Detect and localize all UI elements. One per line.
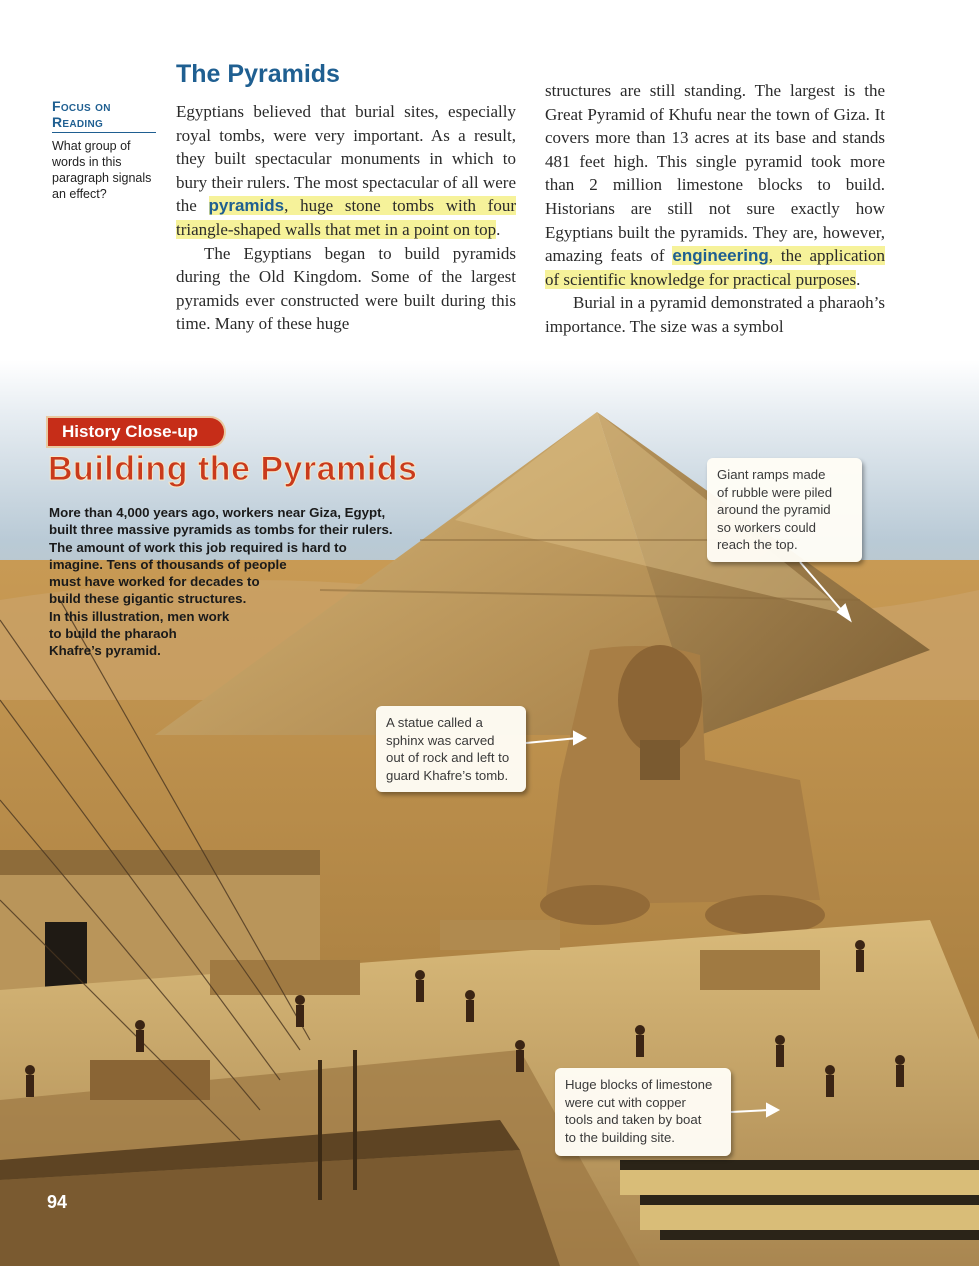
- callout-line: reach the top.: [717, 537, 798, 553]
- paragraph: The Egyptians began to build pyramids during the Old Kingdom. Some of the largest pyramids ever constructed were built during this time. Many of these huge: [176, 243, 516, 334]
- intro-line: The amount of work this job required is hard to: [49, 539, 347, 555]
- callout-line: so workers could: [717, 519, 816, 535]
- callout-line: around the pyramid: [717, 502, 831, 518]
- focus-title-line-1: Focus on: [52, 98, 111, 114]
- key-term-pyramids: pyramids: [208, 196, 285, 216]
- intro-line: imagine. Tens of thousands of people: [49, 556, 287, 572]
- intro-line: must have worked for decades to: [49, 574, 260, 590]
- text-column-right: [545, 79, 885, 339]
- section-heading: The Pyramids: [176, 60, 340, 88]
- intro-line: More than 4,000 years ago, workers near Giza, Egypt,: [49, 505, 386, 520]
- callout-line: A statue called a: [386, 715, 483, 730]
- callout-line: to the building site.: [565, 1129, 675, 1145]
- callout-line: tools and taken by boat: [565, 1112, 702, 1128]
- callout-line: Huge blocks of limestone: [565, 1077, 713, 1092]
- intro-line: built three massive pyramids as tombs for their rulers.: [49, 522, 393, 538]
- intro-line: build these gigantic structures.: [49, 591, 247, 607]
- definition-text: , the application of scientific knowledge for practical purposes: [545, 246, 885, 289]
- paragraph-text: structures are still standing. The largest is the Great Pyramid of Khufu near the town of Giza. It covers more than 13 acres at its base and stands 481 feet high. This single pyramid took more than 2 million limestone blocks to build. Historians are still not sure exactly how Egyptians built the pyramids. They are, however, amazing feats of: [545, 81, 885, 266]
- text-column-left: [176, 100, 516, 336]
- callout-line: were cut with copper: [565, 1094, 686, 1110]
- definition-text: , huge stone tombs with four triangle-shaped walls that met in a point on top: [176, 196, 516, 239]
- callout-line: guard Khafre’s tomb.: [386, 767, 509, 783]
- intro-line: to build the pharaoh: [49, 626, 177, 642]
- highlighted-definition: [176, 196, 516, 239]
- sidebar-divider: [52, 132, 156, 133]
- callout-line: sphinx was carved: [386, 732, 495, 748]
- callout-limestone: [555, 1068, 731, 1156]
- paragraph: [176, 100, 516, 242]
- paragraph-end: .: [856, 269, 861, 289]
- paragraph: Burial in a pyramid demonstrated a pharaoh’s importance. The size was a symbol: [545, 293, 885, 336]
- paragraph: [545, 79, 885, 291]
- callout-ramps: [707, 458, 862, 562]
- paragraph-text: Egyptians believed that burial sites, especially royal tombs, were very important. As a result, they built spectacular monuments in which to bury their rulers. The most spectacular of all were the: [176, 102, 516, 216]
- callout-line: of rubble were piled: [717, 484, 833, 500]
- callout-sphinx: [376, 706, 526, 792]
- feature-title: Building the Pyramids: [48, 450, 418, 488]
- paragraph-end: .: [496, 219, 501, 239]
- intro-line: Khafre’s pyramid.: [49, 643, 161, 659]
- question-line: an effect?: [52, 187, 107, 201]
- history-close-up-badge: History Close-up: [48, 418, 224, 446]
- question-line: What group of: [52, 139, 131, 153]
- intro-line: In this illustration, men work: [49, 608, 230, 624]
- callout-line: out of rock and left to: [386, 750, 510, 766]
- question-line: paragraph signals: [52, 171, 152, 185]
- key-term-engineering: engineering: [672, 246, 769, 266]
- focus-title-line-2: Reading: [52, 114, 104, 130]
- feature-intro: [49, 504, 424, 660]
- focus-on-reading-question: [52, 138, 164, 202]
- question-line: words in this: [52, 155, 122, 169]
- focus-on-reading-title: [52, 98, 156, 130]
- callout-line: Giant ramps made: [717, 467, 826, 482]
- page-number: 94: [47, 1192, 68, 1212]
